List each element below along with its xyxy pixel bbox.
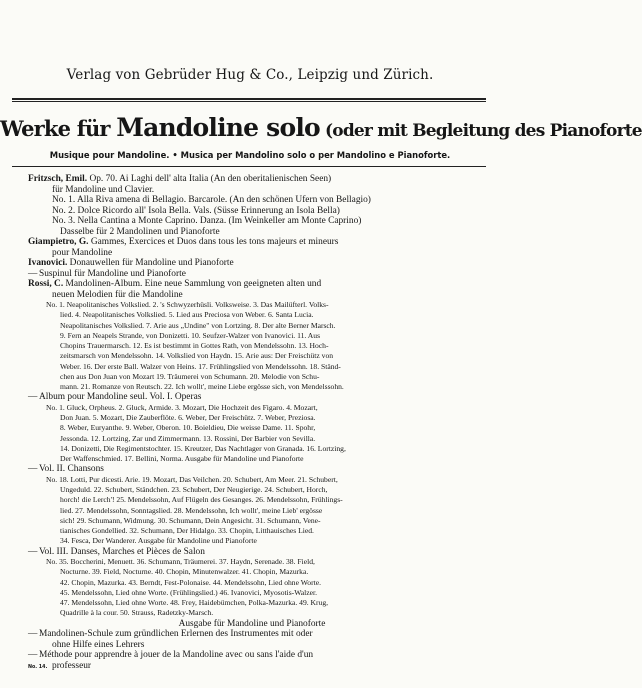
catalog-line <box>28 392 476 403</box>
entry-text: Nocturne. 39. Field, Nocturne. 40. Chopin, Minutenwalzer. 41. Chopin, Mazurka. <box>60 567 309 577</box>
catalog-line <box>28 331 476 341</box>
entry-text: 47. Mendelssohn, Lied ohne Worte. 48. Frey, Haidebümchen, Polka-Mazurka. 49. Krug, <box>60 598 329 607</box>
entry-text: mann. 21. Romanze von Reutsch. 22. Ich wollt', meine Liebe ergösse sich, von Mendelssohn. <box>60 382 344 391</box>
title-part-2: Mandoline solo <box>116 113 320 142</box>
catalog-line <box>28 362 476 372</box>
catalog-line <box>28 382 476 392</box>
catalog-line <box>28 185 476 196</box>
entry-text: Neapolitanisches Volkslied. 7. Arie aus „Undine" von Lortzing. 8. Der alte Berner Marsch. <box>60 320 336 330</box>
entry-text: Suspinul für Mandoline und Pianoforte <box>39 268 186 279</box>
catalog-line <box>28 485 476 495</box>
entry-text: zeitsmarsch von Mendelssohn. 14. Volkslied von Haydn. 15. Arie aus: Der Freischütz von <box>60 351 334 361</box>
entry-text: Gammes, Exercices et Duos dans tous les tons majeurs et mineurs <box>88 237 339 247</box>
subtitle: Musique pour Mandoline. • Musica per Mandolino solo o per Mandolino e Pianoforte. <box>49 150 451 160</box>
entry-text: chen aus Don Juan von Mozart 19. Träumerei von Schumann. 20. Melodie von Schu- <box>60 371 320 381</box>
entry-text: Mandolinen-Album. Eine neue Sammlung von geeigneten alten und <box>63 279 322 289</box>
title-part-1: Werke für <box>0 116 117 141</box>
entry-text: Ungeduld. 22. Schubert, Ständchen. 23. Schubert, Der Neugierige. 24. Schubert, Horch, <box>60 485 328 494</box>
catalog-line <box>28 413 476 423</box>
ditto-dash: — <box>28 392 38 403</box>
ditto-dash: — <box>28 629 38 639</box>
catalog-line <box>28 588 476 598</box>
catalog-line <box>28 557 476 567</box>
top-rule-thin <box>12 101 486 102</box>
catalog-line <box>28 598 476 608</box>
catalog-line <box>28 227 476 238</box>
catalog-line <box>28 206 476 217</box>
entry-text: Op. 70. Ai Laghi dell' alta Italia (An den oberitalienischen Seen) <box>87 174 332 184</box>
catalog-line <box>28 536 476 546</box>
entry-text: No. 1. Alla Riva amena di Bellagio. Barcarole. (An den schönen Ufern von Bellagio) <box>52 195 371 205</box>
composer-name: Fritzsch, Emil. <box>28 174 88 184</box>
catalog-line <box>28 454 476 464</box>
catalog-line <box>28 578 476 588</box>
catalog-line <box>28 351 476 361</box>
catalog-line <box>28 341 476 351</box>
entry-text: Méthode pour apprendre à jouer de la Mandoline avec ou sans l'aide d'un <box>39 650 314 660</box>
catalog-line <box>28 403 476 413</box>
entry-text: Vol. II. Chansons <box>39 464 104 475</box>
entry-text: 34. Fesca, Der Wanderer. Ausgabe für Mandoline und Pianoforte <box>60 536 257 546</box>
entry-text: für Mandoline und Clavier. <box>52 184 155 195</box>
catalog-line <box>28 237 476 248</box>
catalog-line <box>28 248 476 259</box>
main-title <box>0 113 642 142</box>
entry-text: Vol. III. Danses, Marches et Pièces de Salon <box>39 546 205 557</box>
entry-text: No. 2. Dolce Ricordo all' Isola Bella. Vals. (Süsse Erinnerung an Isola Bella) <box>52 205 340 216</box>
page-number: No. 14. <box>28 665 48 670</box>
catalog-line <box>28 258 476 269</box>
composer-name: Giampietro, G. <box>28 237 89 247</box>
catalog-line <box>28 475 476 485</box>
entry-text: ohne Hilfe eines Lehrers <box>52 639 145 650</box>
catalog-line <box>28 464 476 475</box>
catalog-line <box>28 269 476 280</box>
ditto-dash: — <box>28 464 38 475</box>
subtitle-rule <box>12 166 486 167</box>
ditto-dash: — <box>28 268 38 279</box>
entry-text: Don Juan. 5. Mozart, Die Zauberflöte. 6. Weber, Der Freischütz. 7. Weber, Preziosa. <box>60 413 316 422</box>
entry-text: 14. Donizetti, Die Regimentstochter. 15. Kreutzer, Das Nachtlager von Granada. 16. Lortzing, <box>60 443 346 453</box>
catalog-line <box>28 423 476 433</box>
entry-text: horch! die Lerch'! 25. Mendelssohn, Auf Flügeln des Gesanges. 26. Mendelssohn, Frühlings- <box>60 495 343 505</box>
entry-text: 42. Chopin, Mazurka. 43. Berndt, Fest-Polonaise. 44. Mendelssohn, Lied ohne Worte. <box>60 577 321 587</box>
entry-text: 45. Mendelssohn, Lied ohne Worte. (Frühlingslied.) 46. Ivanovici, Myosotis-Walzer. <box>60 587 317 597</box>
catalog-line <box>28 650 476 661</box>
catalog-line <box>28 567 476 577</box>
catalog-line <box>28 174 476 185</box>
catalog-line <box>28 444 476 454</box>
title-part-3: (oder mit Begleitung des Pianoforte <box>319 121 642 141</box>
entry-text: 9. Fern an Neapels Strande, von Donizetti. 10. Seufzer-Walzer von Ivanovici. 11. Aus <box>60 330 321 340</box>
entry-text: Weber. 16. Der erste Ball. Walzer von Heins. 17. Frühlingslied von Mendelssohn. 18. Ständ- <box>60 361 341 371</box>
top-rule <box>12 98 486 100</box>
catalog-line <box>28 547 476 558</box>
entry-text: sich! 29. Schumann, Widmung. 30. Schumann, Dein Angesicht. 31. Schumann, Vene- <box>60 515 321 525</box>
entry-text: Jessonda. 12. Lortzing, Zar und Zimmermann. 13. Rossini, Der Barbier von Sevilla. <box>60 433 316 443</box>
catalog-line <box>28 640 476 651</box>
catalog-line <box>28 495 476 505</box>
catalog-line <box>28 372 476 382</box>
catalog-line <box>28 661 476 672</box>
entry-text: pour Mandoline <box>52 247 113 258</box>
ditto-dash: — <box>28 650 38 660</box>
catalog-line <box>28 310 476 320</box>
entry-text: Donauwellen für Mandoline und Pianoforte <box>67 258 234 268</box>
catalog-line <box>28 516 476 526</box>
composer-name: Rossi, C. <box>28 279 64 289</box>
catalog-line <box>28 321 476 331</box>
entry-text: Quadrille à la cour. 50. Strauss, Radetzky-Marsch. <box>60 608 214 618</box>
entry-text: No. 1. Neapolitanisches Volkslied. 2. 's Schwyzerhüsli. Volksweise. 3. Das Mailüfterl. Volks- <box>46 300 329 309</box>
catalog-line <box>28 290 476 301</box>
entry-text: Dasselbe für 2 Mandolinen und Pianoforte <box>60 226 220 237</box>
entry-text: tianisches Gondellied. 32. Schumann, Der Hidalgo. 33. Chopin, Litthauisches Lied. <box>60 526 314 535</box>
catalog-line <box>28 526 476 536</box>
catalog-line <box>28 300 476 310</box>
entry-text: neuen Melodien für die Mandoline <box>52 289 183 300</box>
entry-text: lied. 4. Neapolitanisches Volkslied. 5. Lied aus Preciosa von Weber. 6. Santa Lucia. <box>60 310 314 320</box>
catalog-line <box>28 279 476 290</box>
entry-text: Der Waffenschmied. 17. Bellini, Norma. Ausgabe für Mandoline und Pianoforte <box>60 454 304 463</box>
entry-text: No. 1. Gluck, Orpheus. 2. Gluck, Armide. 3. Mozart, Die Hochzeit des Figaro. 4. Mozart, <box>46 402 318 412</box>
entry-text: Ausgabe für Mandoline und Pianoforte <box>178 618 326 629</box>
catalog-line <box>28 506 476 516</box>
entry-text: No. 35. Boccherini, Menuett. 36. Schumann, Träumerei. 37. Haydn, Serenade. 38. Field, <box>46 557 315 566</box>
entry-text: professeur <box>52 660 92 671</box>
publisher-line: Verlag von Gebrüder Hug & Co., Leipzig und Zürich. <box>66 67 434 83</box>
catalog-line <box>28 216 476 227</box>
ditto-dash: — <box>28 546 38 557</box>
entry-text: Album pour Mandoline seul. Vol. I. Operas <box>39 392 202 403</box>
entry-text: No. 3. Nella Cantina a Monte Caprino. Danza. (Im Weinkeller am Monte Caprino) <box>52 216 362 226</box>
entry-text: No. 18. Lotti, Pur dicesti. Arie. 19. Mozart, Das Veilchen. 20. Schubert, Am Meer. 21. Schubert, <box>46 474 338 484</box>
entry-text: Mandolinen-Schule zum gründlichen Erlernen des Instrumentes mit oder <box>39 629 313 639</box>
composer-name: Ivanovici. <box>28 258 68 268</box>
entry-text: Chopins Trauermarsch. 12. Es ist bestimmt in Gottes Rath, von Mendelssohn. 13. Hoch- <box>60 341 329 350</box>
catalog-line <box>28 629 476 640</box>
catalog-line <box>28 619 476 630</box>
catalog-entries <box>28 174 476 671</box>
entry-text: 8. Weber, Euryanthe. 9. Weber, Oberon. 10. Boieldieu, Die weisse Dame. 11. Spohr, <box>60 423 316 433</box>
catalog-line <box>28 434 476 444</box>
catalog-line <box>28 195 476 206</box>
catalog-line <box>28 608 476 618</box>
entry-text: lied. 27. Mendelssohn, Sonntagslied. 28. Mendelssohn, Ich wollt', meine Lieb' ergösse <box>60 505 323 515</box>
